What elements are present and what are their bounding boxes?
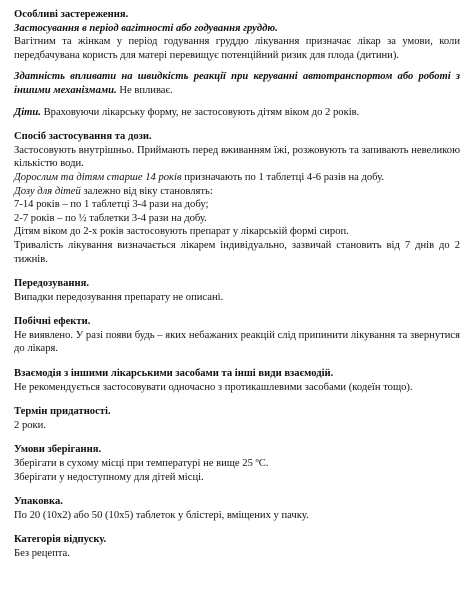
dispensing-heading: Категорія відпуску. [14, 534, 107, 546]
driving-heading: Здатність впливати на швидкість реакції при керуванні автотранспортом або роботі з іншими механізмами. [14, 71, 460, 96]
interactions-text: Не рекомендується застосовувати одночасно з протикашлевими засобами (кодеїн тощо). [14, 381, 413, 393]
children-heading: Діти. [14, 106, 41, 118]
storage-section [14, 443, 460, 484]
dosage-heading: Спосіб застосування та дози. [14, 131, 152, 143]
overdose-section [14, 277, 460, 304]
side-effects-section [14, 315, 460, 356]
dispensing-text: Без рецепта. [14, 548, 70, 559]
side-effects-heading: Побічні ефекти. [14, 316, 91, 328]
packaging-text: По 20 (10х2) або 50 (10х5) таблеток у блістері, вміщених у пачку. [14, 509, 309, 521]
interactions-section [14, 367, 460, 394]
storage-heading: Умови зберігання. [14, 444, 102, 456]
dosage-children-text: залежно від віку становлять: [80, 185, 213, 197]
dosage-age-2-7: 2-7 років – по ½ таблетки 3-4 рази на добу. [14, 212, 207, 224]
interactions-heading: Взаємодія з іншими лікарськими засобами та інші види взаємодій. [14, 368, 334, 380]
pregnancy-heading: Застосування в період вагітності або годування груддю. [14, 22, 278, 34]
dosage-age-7-14: 7-14 років – по 1 таблетці 3-4 рази на добу; [14, 199, 209, 211]
dosage-children-label: Дозу для дітей [14, 185, 81, 197]
dispensing-section [14, 533, 460, 560]
dosage-duration: Тривалість лікування визначається лікарем індивідуально, зазвичай становить від 7 днів до 2 тижнів. [14, 239, 460, 265]
storage-line-2: Зберігати у недоступному для дітей місці. [14, 471, 204, 483]
warnings-heading: Особливі застереження. [14, 9, 129, 20]
side-effects-text: Не виявлено. У разі появи будь – яких небажаних реакцій слід припинити лікування та звернутися до лікаря. [14, 329, 460, 355]
driving-paragraph [14, 70, 460, 97]
shelf-life-text: 2 роки. [14, 419, 47, 431]
dosage-adults [14, 171, 460, 185]
overdose-text: Випадки передозування препарату не описані. [14, 291, 224, 303]
storage-line-1: Зберігати в сухому місці при температурі не вище 25 ºС. [14, 458, 269, 470]
warnings-section [14, 8, 460, 119]
shelf-life-heading: Термін придатності. [14, 406, 111, 418]
dosage-adults-label: Дорослим та дітям старше 14 років [14, 171, 182, 183]
shelf-life-section [14, 405, 460, 432]
pregnancy-text: Вагітним та жінкам у період годування груддю лікування призначає лікар за умови, коли передбачувана користь для матері перевищує потенційний ризик для плода (дитини). [14, 36, 460, 61]
packaging-heading: Упаковка. [14, 496, 63, 508]
driving-text: Не впливає. [116, 84, 173, 96]
dosage-syrup: Дітям віком до 2-х років застосовують препарат у лікарській формі сироп. [14, 226, 349, 238]
packaging-section [14, 495, 460, 522]
children-paragraph [14, 106, 460, 120]
dosage-intro: Застосовують внутрішньо. Приймають перед вживанням їжі, розжовують та запивають невеликою кількістю води. [14, 144, 460, 170]
dosage-children [14, 185, 460, 199]
dosage-adults-text: призначають по 1 таблетці 4-6 разів на добу. [181, 171, 385, 183]
dosage-section [14, 130, 460, 266]
children-text: Враховуючи лікарську форму, не застосовують дітям віком до 2 років. [40, 106, 360, 118]
document-page [14, 8, 460, 561]
overdose-heading: Передозування. [14, 278, 89, 290]
